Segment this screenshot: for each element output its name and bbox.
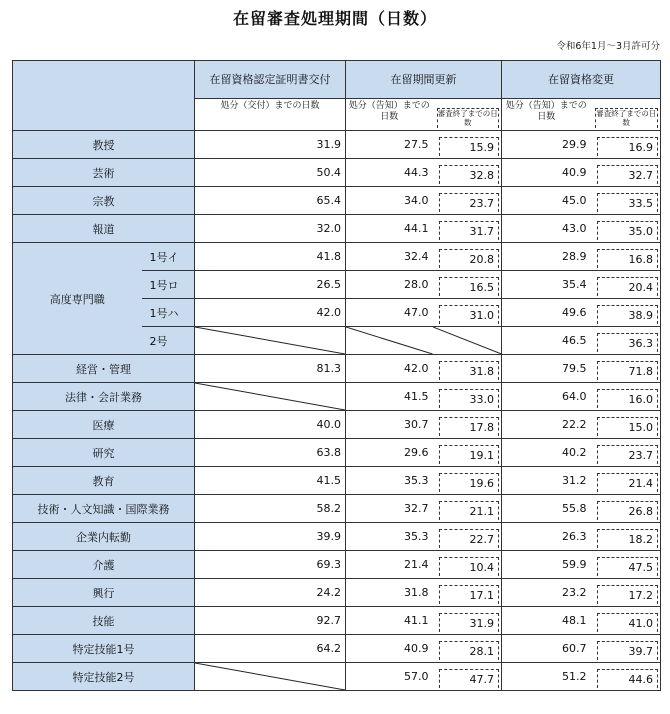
change-review-cell <box>591 607 661 635</box>
cert-value: 31.9 <box>195 131 346 159</box>
cert-cell-na <box>195 327 346 355</box>
change-value: 48.1 <box>502 607 591 635</box>
cert-value: 63.8 <box>195 439 346 467</box>
cert-cell-na <box>195 383 346 411</box>
change-review-value: 32.7 <box>597 165 659 184</box>
renewal-review-cell <box>433 411 502 439</box>
subheader-change-review: 審査終了までの日数 <box>591 99 661 131</box>
change-value: 35.4 <box>502 271 591 299</box>
table-row <box>13 131 661 159</box>
group-label-cell: 高度専門職 <box>13 243 142 355</box>
change-review-cell <box>591 411 661 439</box>
change-review-cell <box>591 355 661 383</box>
renewal-review-cell <box>433 215 502 243</box>
table-row <box>13 663 661 691</box>
cert-value: 65.4 <box>195 187 346 215</box>
renewal-value: 41.1 <box>346 607 433 635</box>
row-label: 特定技能1号 <box>13 635 195 663</box>
change-value: 79.5 <box>502 355 591 383</box>
change-value: 64.0 <box>502 383 591 411</box>
change-review-cell <box>591 467 661 495</box>
change-review-cell <box>591 495 661 523</box>
renewal-review-value: 31.9 <box>439 613 500 632</box>
change-value: 45.0 <box>502 187 591 215</box>
table-row <box>13 551 661 579</box>
table-row <box>13 355 661 383</box>
renewal-review-cell <box>433 355 502 383</box>
cert-value: 26.5 <box>195 271 346 299</box>
change-review-value: 23.7 <box>597 445 659 464</box>
row-label: 教授 <box>13 131 195 159</box>
change-review-cell <box>591 271 661 299</box>
change-review-cell <box>591 159 661 187</box>
row-label: 企業内転勤 <box>13 523 195 551</box>
renewal-review-cell <box>433 187 502 215</box>
change-value: 40.2 <box>502 439 591 467</box>
change-review-value: 36.3 <box>597 333 659 352</box>
table-row <box>13 607 661 635</box>
row-label: 1号ロ <box>142 271 195 299</box>
change-review-cell <box>591 551 661 579</box>
renewal-value: 44.3 <box>346 159 433 187</box>
row-label: 法律・会計業務 <box>13 383 195 411</box>
row-label: 介護 <box>13 551 195 579</box>
change-review-value: 21.4 <box>597 473 659 492</box>
renewal-review-cell <box>433 131 502 159</box>
change-review-cell <box>591 663 661 691</box>
change-review-value: 16.9 <box>597 137 659 156</box>
row-label: 特定技能2号 <box>13 663 195 691</box>
change-value: 40.9 <box>502 159 591 187</box>
change-review-cell <box>591 635 661 663</box>
row-label: 1号イ <box>142 243 195 271</box>
change-review-value: 47.5 <box>597 557 659 576</box>
renewal-review-value: 15.9 <box>439 137 500 156</box>
renewal-review-value: 32.8 <box>439 165 500 184</box>
header-change: 在留資格変更 <box>502 61 661 99</box>
row-label: 技術・人文知識・国際業務 <box>13 495 195 523</box>
change-review-cell <box>591 383 661 411</box>
corner-header <box>13 61 195 131</box>
table-row <box>13 523 661 551</box>
table-row <box>13 411 661 439</box>
row-label: 経営・管理 <box>13 355 195 383</box>
cert-value: 92.7 <box>195 607 346 635</box>
change-review-value: 38.9 <box>597 305 659 324</box>
page-title: 在留審査処理期間（日数） <box>232 9 437 28</box>
renewal-review-value: 31.0 <box>439 305 500 324</box>
renewal-value: 57.0 <box>346 663 433 691</box>
table-row <box>13 635 661 663</box>
renewal-review-cell <box>433 551 502 579</box>
renewal-review-value: 19.1 <box>439 445 500 464</box>
change-review-cell <box>591 131 661 159</box>
change-value: 22.2 <box>502 411 591 439</box>
cert-value: 64.2 <box>195 635 346 663</box>
row-label: 芸術 <box>13 159 195 187</box>
renewal-review-cell <box>433 635 502 663</box>
renewal-review-cell-na <box>433 327 502 355</box>
change-value: 29.9 <box>502 131 591 159</box>
renewal-review-value: 17.8 <box>439 417 500 436</box>
table-row <box>13 383 661 411</box>
renewal-review-value: 16.5 <box>439 277 500 296</box>
renewal-value: 35.3 <box>346 523 433 551</box>
row-label: 技能 <box>13 607 195 635</box>
header-renewal: 在留期間更新 <box>346 61 502 99</box>
change-review-value: 16.0 <box>597 389 659 408</box>
renewal-value: 35.3 <box>346 467 433 495</box>
renewal-value: 47.0 <box>346 299 433 327</box>
processing-period-table <box>12 60 661 691</box>
change-value: 46.5 <box>502 327 591 355</box>
cert-value: 24.2 <box>195 579 346 607</box>
period-note: 令和6年1月～3月許可分 <box>556 41 660 52</box>
table-row <box>13 243 661 271</box>
change-review-cell <box>591 579 661 607</box>
row-label: 興行 <box>13 579 195 607</box>
cert-value: 42.0 <box>195 299 346 327</box>
renewal-review-cell <box>433 159 502 187</box>
change-review-value: 16.8 <box>597 249 659 268</box>
renewal-review-cell <box>433 383 502 411</box>
change-value: 59.9 <box>502 551 591 579</box>
table-row <box>13 495 661 523</box>
change-review-value: 35.0 <box>597 221 659 240</box>
row-label: 研究 <box>13 439 195 467</box>
renewal-value: 31.8 <box>346 579 433 607</box>
renewal-review-cell <box>433 243 502 271</box>
renewal-review-value: 33.0 <box>439 389 500 408</box>
change-review-value: 18.2 <box>597 529 659 548</box>
change-review-value: 26.8 <box>597 501 659 520</box>
row-label: 2号 <box>142 327 195 355</box>
row-label: 宗教 <box>13 187 195 215</box>
change-review-cell <box>591 327 661 355</box>
renewal-review-value: 31.7 <box>439 221 500 240</box>
change-review-cell <box>591 299 661 327</box>
renewal-value: 41.5 <box>346 383 433 411</box>
renewal-review-value: 17.1 <box>439 585 500 604</box>
renewal-value: 21.4 <box>346 551 433 579</box>
subheader-renewal: 処分（告知）までの日数 <box>346 99 433 131</box>
renewal-value: 44.1 <box>346 215 433 243</box>
renewal-value: 29.6 <box>346 439 433 467</box>
change-value: 49.6 <box>502 299 591 327</box>
renewal-review-value: 47.7 <box>439 669 500 688</box>
change-review-value: 17.2 <box>597 585 659 604</box>
renewal-review-cell <box>433 439 502 467</box>
renewal-value: 32.4 <box>346 243 433 271</box>
table-row <box>13 579 661 607</box>
change-value: 51.2 <box>502 663 591 691</box>
row-label: 教育 <box>13 467 195 495</box>
renewal-review-cell <box>433 663 502 691</box>
cert-value: 40.0 <box>195 411 346 439</box>
change-review-value: 41.0 <box>597 613 659 632</box>
change-review-cell <box>591 439 661 467</box>
cert-cell-na <box>195 663 346 691</box>
change-value: 26.3 <box>502 523 591 551</box>
renewal-value: 42.0 <box>346 355 433 383</box>
renewal-review-value: 28.1 <box>439 641 500 660</box>
row-label: 報道 <box>13 215 195 243</box>
cert-value: 69.3 <box>195 551 346 579</box>
subheader-change: 処分（告知）までの日数 <box>502 99 591 131</box>
change-value: 43.0 <box>502 215 591 243</box>
table-row <box>13 467 661 495</box>
table-row <box>13 187 661 215</box>
change-review-cell <box>591 215 661 243</box>
subheader-renewal-review: 審査終了までの日数 <box>433 99 502 131</box>
change-review-value: 33.5 <box>597 193 659 212</box>
change-review-value: 44.6 <box>597 669 659 688</box>
table-row <box>13 215 661 243</box>
renewal-value: 32.7 <box>346 495 433 523</box>
change-review-value: 20.4 <box>597 277 659 296</box>
cert-value: 39.9 <box>195 523 346 551</box>
change-value: 28.9 <box>502 243 591 271</box>
renewal-value: 27.5 <box>346 131 433 159</box>
renewal-value: 30.7 <box>346 411 433 439</box>
renewal-review-cell <box>433 299 502 327</box>
change-value: 60.7 <box>502 635 591 663</box>
renewal-review-cell <box>433 495 502 523</box>
renewal-review-cell <box>433 271 502 299</box>
renewal-value: 34.0 <box>346 187 433 215</box>
renewal-review-cell <box>433 523 502 551</box>
header-cert: 在留資格認定証明書交付 <box>195 61 346 99</box>
change-value: 31.2 <box>502 467 591 495</box>
change-review-value: 71.8 <box>597 361 659 380</box>
cert-value: 32.0 <box>195 215 346 243</box>
renewal-review-value: 20.8 <box>439 249 500 268</box>
cert-value: 41.5 <box>195 467 346 495</box>
change-review-value: 15.0 <box>597 417 659 436</box>
change-value: 55.8 <box>502 495 591 523</box>
renewal-value: 40.9 <box>346 635 433 663</box>
change-value: 23.2 <box>502 579 591 607</box>
change-review-cell <box>591 243 661 271</box>
change-review-value: 39.7 <box>597 641 659 660</box>
table-row <box>13 439 661 467</box>
renewal-review-cell <box>433 467 502 495</box>
subheader-cert: 処分（交付）までの日数 <box>195 99 346 131</box>
change-review-cell <box>591 187 661 215</box>
cert-value: 41.8 <box>195 243 346 271</box>
renewal-review-value: 22.7 <box>439 529 500 548</box>
renewal-review-value: 31.8 <box>439 361 500 380</box>
renewal-value: 28.0 <box>346 271 433 299</box>
change-review-cell <box>591 523 661 551</box>
renewal-review-value: 19.6 <box>439 473 500 492</box>
renewal-review-value: 23.7 <box>439 193 500 212</box>
renewal-review-cell <box>433 579 502 607</box>
table-row <box>13 159 661 187</box>
renewal-review-value: 10.4 <box>439 557 500 576</box>
cert-value: 81.3 <box>195 355 346 383</box>
cert-value: 50.4 <box>195 159 346 187</box>
cert-value: 58.2 <box>195 495 346 523</box>
row-label: 医療 <box>13 411 195 439</box>
renewal-review-value: 21.1 <box>439 501 500 520</box>
renewal-cell-na <box>346 327 433 355</box>
row-label: 1号ハ <box>142 299 195 327</box>
renewal-review-cell <box>433 607 502 635</box>
